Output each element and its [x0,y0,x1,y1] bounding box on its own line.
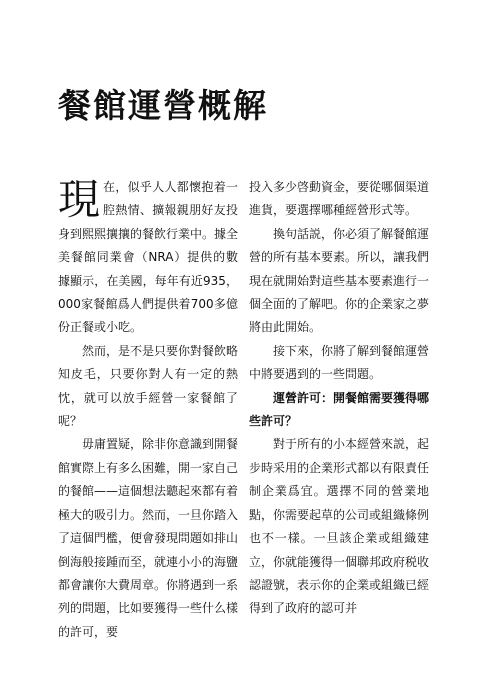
left-column [58,176,238,644]
paragraph-text: 在，似乎人人都懷抱着一腔熱情、擴報親朋好友投身到熙熙攘攘的餐飲行業中。據全美餐館同業會（NRA）提供的數據顯示，在美國，每年有近935，000家餐館爲人們提供着700多億份正餐或小吃。 [58,180,239,335]
paragraph: 投入多少啓動資金，要從哪個渠道進貨，要選擇哪種經營形式等。 [249,180,430,218]
paragraph: 然而，是不是只要你對餐飲略知皮毛，只要你對人有一定的熱忱，就可以放手經營一家餐館了呢？ [58,343,239,429]
paragraph: 換句話説，你必須了解餐館運營的所有基本要素。所以，讓我們現在就開始對這些基本要素進行一個全面的了解吧。你的企業家之夢將由此開始。 [249,226,430,335]
paragraph: 對于所有的小本經營來説，起步時采用的企業形式都以有限責任制企業爲宜。選擇不同的營業地點，你需要起草的公司或組織條例也不一樣。一旦該企業或組織建立，你就能獲得一個聯邦政府税收認證號，表示你的企業或組織已經得到了政府的認可并 [249,437,430,616]
page-title: 餐館運營概解 [58,86,268,125]
paragraph: 毋庸置疑，除非你意識到開餐館實際上有多么困難，開一家自己的餐館——這個想法聽起來都有着極大的吸引力。然而，一旦你踏入了這個門檻，便會發現問題如排山倒海般接踵而至，就連小小的海鹽都會讓你大費周章。你將遇到一系列的問題，比如要獲得一些什么樣的許可，要 [58,437,239,639]
section-heading: 運營許可：開餐館需要獲得哪些許可？ [249,390,430,429]
paragraph [58,176,238,340]
paragraph: 接下來，你將了解到餐館運營中將要遇到的一些問題。 [249,343,430,382]
drop-cap: 現 [58,175,101,224]
right-column [249,176,429,621]
